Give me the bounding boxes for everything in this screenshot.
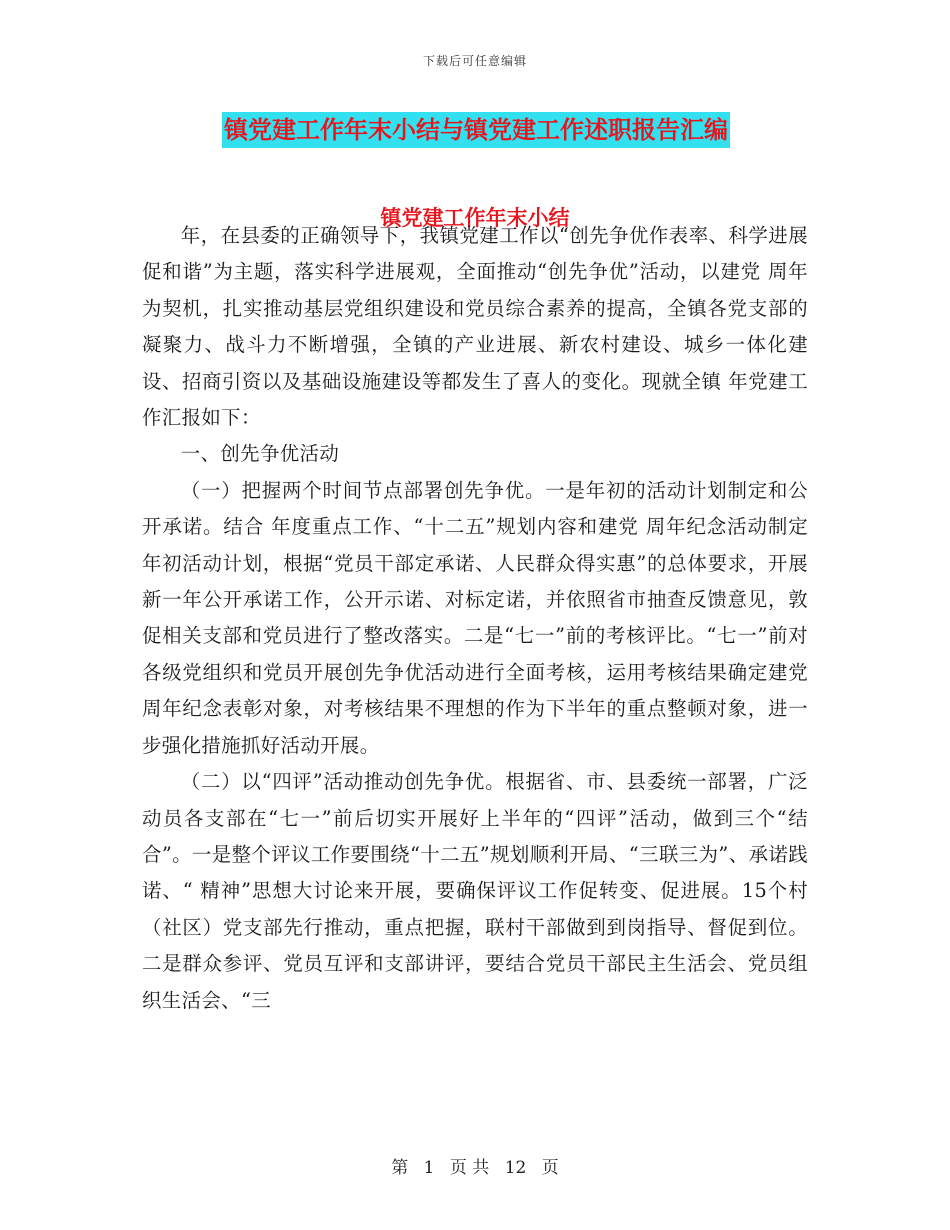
document-body — [142, 218, 808, 1019]
paragraph-intro: 年，在县委的正确领导下，我镇党建工作以“创先争优作表率、科学进展促和谐”为主题，落实科学进展观，全面推动“创先争优”活动，以建党 周年为契机，扎实推动基层党组织建设和党员综合素养的提高，全镇各党支部的凝聚力、战斗力不断增强，全镇的产业进展、新农村建设、城乡一体化建设、招商引资以及基础设施建设等都发生了喜人的变化。现就全镇 年党建工作汇报如下： — [142, 224, 808, 430]
document-title: 镇党建工作年末小结与镇党建工作述职报告汇编 — [222, 112, 730, 148]
paragraph-item-two: （二）以“四评”活动推动创先争优。根据省、市、县委统一部署，广泛动员各支部在“七一”前后切实开展好上半年的“四评”活动，做到三个“结合”。一是整个评议工作要围绕“十二五”规划顺利开局、“三联三为”、承诺践诺、“ 精神”思想大讨论来开展，要确保评议工作促转变、促进展。15个村（社区）党支部先行推动，重点把握，联村干部做到到岗指导、督促到位。二是群众参评、党员互评和支部讲评，要结合党员干部民主生活会、党员组织生活会、“三 — [142, 770, 808, 1012]
footer-total-pages: 12 — [504, 1158, 527, 1178]
section-title: 镇党建工作年末小结 — [380, 205, 570, 230]
footer-middle: 页 共 — [449, 1158, 490, 1178]
page-header-note: 下载后可任意编辑 — [422, 54, 527, 68]
footer-page-number: 1 — [423, 1158, 435, 1178]
page-footer — [0, 1153, 950, 1178]
paragraph-item-one: （一）把握两个时间节点部署创先争优。一是年初的活动计划制定和公开承诺。结合 年度重点工作、“十二五”规划内容和建党 周年纪念活动制定年初活动计划，根据“党员干部定承诺、人民群众得实惠”的总体要求，开展新一年公开承诺工作，公开示诺、对标定诺，并依照省市抽查反馈意见，敦促相关支部和党员进行了整改落实。二是“七一”前的考核评比。“七一”前对各级党组织和党员开展创先争优活动进行全面考核，运用考核结果确定建党 周年纪念表彰对象，对考核结果不理想的作为下半年的重点整顿对象，进一步强化措施抓好活动开展。 — [142, 478, 808, 757]
footer-suffix: 页 — [541, 1158, 559, 1178]
footer-prefix: 第 — [391, 1158, 409, 1178]
heading-section-one: 一、创先争优活动 — [180, 442, 340, 466]
